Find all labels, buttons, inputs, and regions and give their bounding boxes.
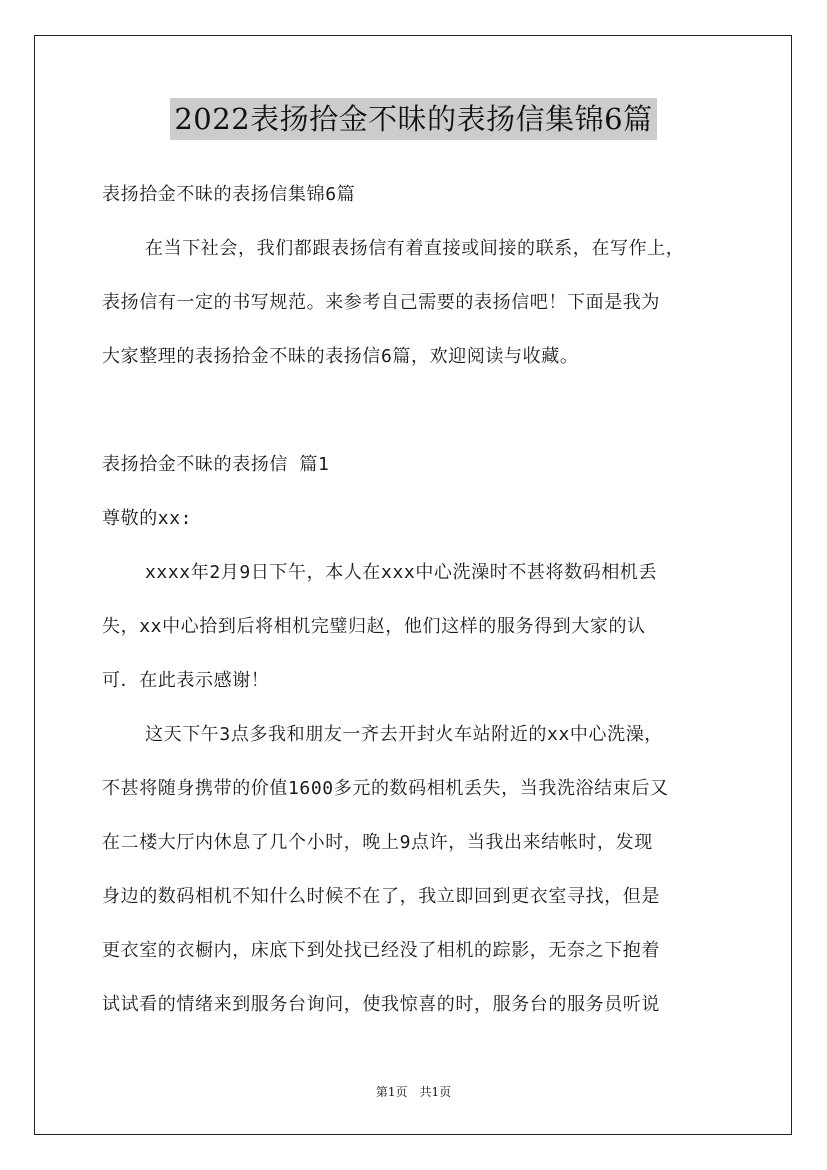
paragraph-line: 这天下午3点多我和朋友一齐去开封火车站附近的xx中心洗澡， [145, 724, 663, 745]
paragraph-line: 更衣室的衣橱内，床底下到处找已经没了相机的踪影，无奈之下抱着 [102, 940, 660, 961]
paragraph-line: xxxx年2月9日下午，本人在xxx中心洗澡时不甚将数码相机丢 [145, 562, 658, 583]
salutation: 尊敬的xx: [102, 508, 193, 529]
title-container [0, 98, 827, 140]
paragraph-line: 在二楼大厅内休息了几个小时，晚上9点许，当我出来结帐时，发现 [102, 832, 653, 853]
page-footer [0, 1083, 827, 1100]
intro-line: 表扬信有一定的书写规范。来参考自己需要的表扬信吧！下面是我为 [102, 292, 660, 313]
intro-line: 大家整理的表扬拾金不昧的表扬信6篇，欢迎阅读与收藏。 [102, 346, 579, 367]
intro-line: 在当下社会，我们都跟表扬信有着直接或间接的联系，在写作上， [145, 238, 685, 259]
document-title: 2022表扬拾金不昧的表扬信集锦6篇 [170, 98, 656, 140]
paragraph-line: 不甚将随身携带的价值1600多元的数码相机丢失，当我洗浴结束后又 [102, 778, 669, 799]
page-total: 共1页 [419, 1085, 452, 1099]
paragraph-line: 可．在此表示感谢！ [102, 670, 270, 691]
document-subtitle: 表扬拾金不昧的表扬信集锦6篇 [102, 184, 356, 205]
paragraph-line: 失，xx中心拾到后将相机完璧归赵，他们这样的服务得到大家的认 [102, 616, 646, 637]
paragraph-line: 身边的数码相机不知什么时候不在了，我立即回到更衣室寻找，但是 [102, 886, 660, 907]
page-number: 第1页 [375, 1085, 408, 1099]
paragraph-line: 试试看的情绪来到服务台询问，使我惊喜的时，服务台的服务员听说 [102, 994, 660, 1015]
section-heading: 表扬拾金不昧的表扬信 篇1 [102, 454, 330, 475]
